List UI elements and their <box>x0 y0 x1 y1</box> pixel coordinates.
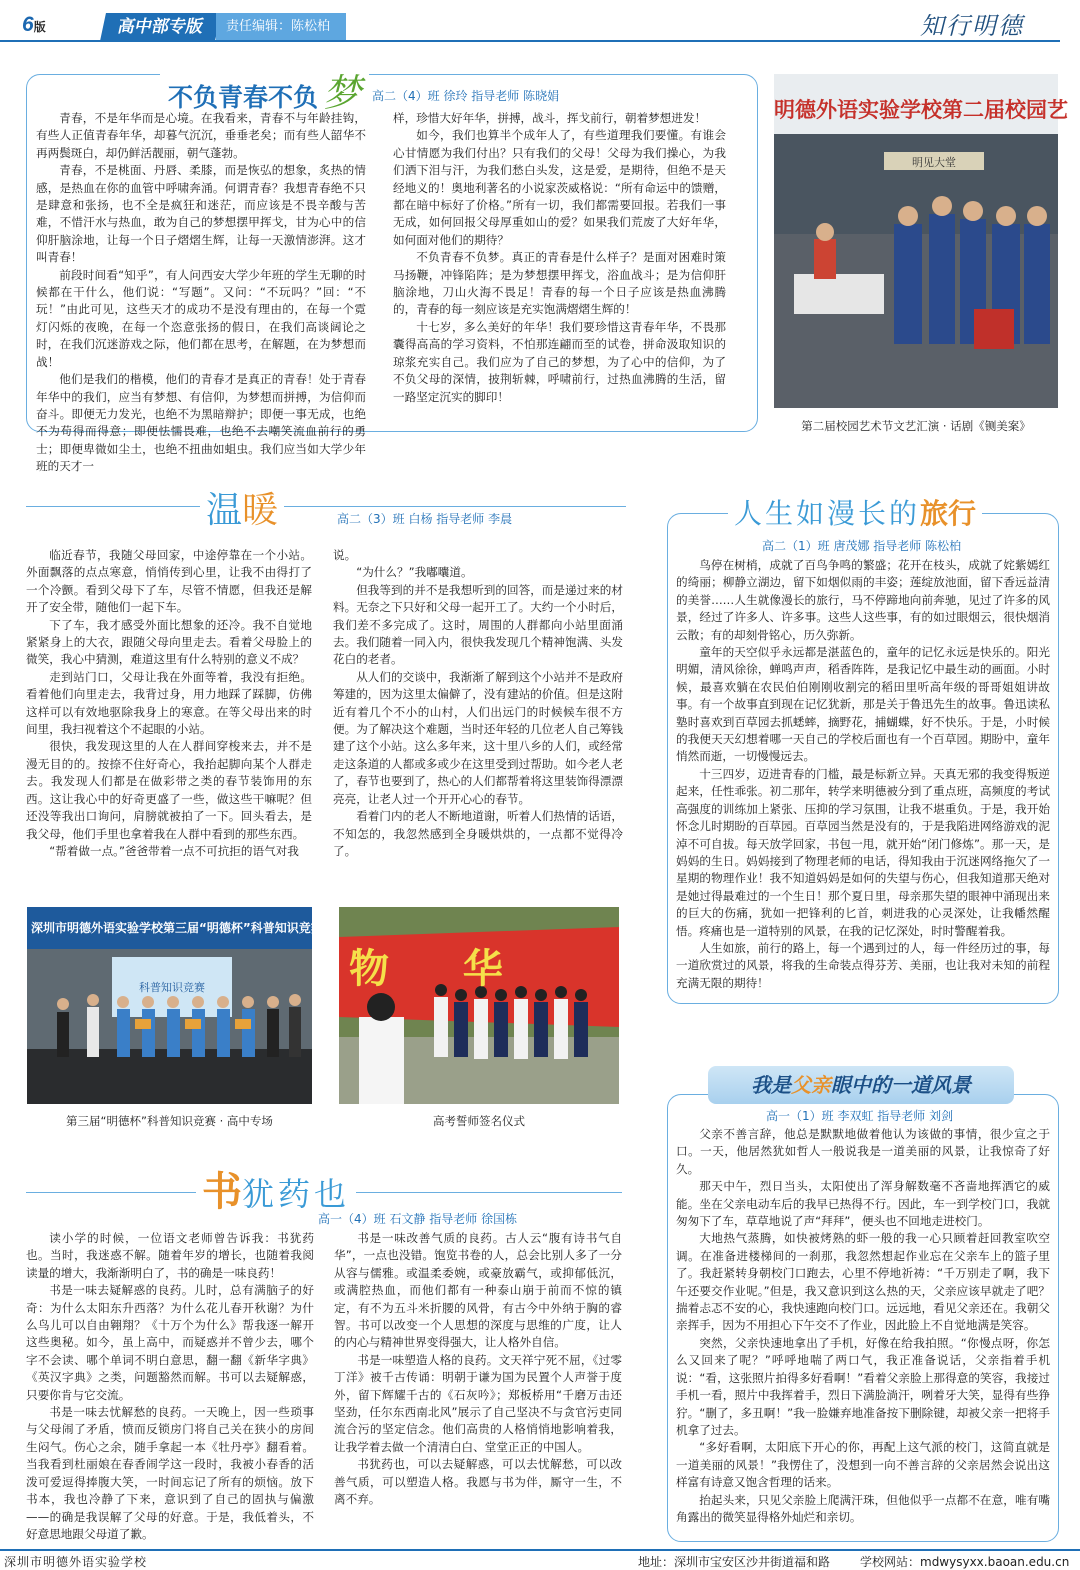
photo-contest-screen: 科普知识竞赛 <box>139 981 205 994</box>
paragraph: 大地热气蒸腾，如快被烤熟的虾一般的我一心只顾着赶回教室吹空调。在准备进楼梯间的一刹那，我忽然想起作业忘在父亲车上的篮子里了。我赶紧转身朝校门口跑去，心里不停地祈祷：“千万别走了啊，我下午还要交作业呢。”但是，我又意识到这么热的天，父亲应该早就走了吧？揣着忐忑不安的心，我快速跑向校门口。远远地，看见父亲还在。我朝父亲挥手，因为不用担心下午交不了作业，因此脸上不自觉地满是笑容。 <box>676 1231 1050 1333</box>
paragraph: 书是一味改善气质的良药。古人云“腹有诗书气自华”，一点也没错。饱览书卷的人，总会比别人多了一分从容与儒雅。或温柔委婉，或豪放霸气，或抑郁低沉，或满腔热血，而他们都有一种泰山崩于前而不惊的镇定，有不为五斗米折腰的风骨，有古今中外纳于胸的睿智。书可以改变一个人思想的深度与思维的广度，让人的内心与精神世界变得强大，让人格外自信。 <box>334 1231 622 1350</box>
paragraph: 鸟停在树梢，成就了百鸟争鸣的繁盛；花开在枝头，成就了姹紫嫣红的绮丽；柳静立湖边，留下如烟似雨的丰姿；莲绽放池面，留下香远益清的美誉……人生就像漫长的旅行，马不停蹄地向前奔驰，见过了许多的风景，经过了许多人、许多事。这些人这些事，有的如过眼烟云，很快烟消云散；有的却刻骨铭心，历久弥新。 <box>676 558 1050 642</box>
paragraph: 青春，不是桃面、丹唇、柔膝，而是恢弘的想象，炙热的情感，是热血在你的血管中呼啸奔涌。何谓青春？我想青春绝不只是肆意和张扬，也不全是疯狂和迷茫，而应该是不畏辛酸与苦难，不惜汗水与热血，敢为自己的梦想摆甲挥戈，甘为心中的信仰肝脑涂地，让每一个日子熠熠生辉，让每一天激情澎湃。这才叫青春！ <box>36 163 366 265</box>
page-number: 6版 <box>22 13 46 36</box>
paragraph: “多好看啊，太阳底下开心的你，再配上这气派的校门，这简直就是一道美丽的风景！”我愣住了，没想到一向不善言辞的父亲居然会说出这样富有诗意又饱含哲理的话来。 <box>676 1440 1050 1490</box>
article-body-father <box>676 1126 1050 1536</box>
footer-website: 学校网站：mdwysyxx.baoan.edu.cn <box>860 1555 1070 1569</box>
editor-label: 责任编辑：陈松柏 <box>216 13 346 41</box>
paragraph: 从人们的交谈中，我渐渐了解到这个小站并不是政府筹建的，因为这里太偏僻了，没有建站的价值。但是这附近有着几个不小的山村，人们出远门的时候候车很不方便。为了解决这个难题，当时还年轻的几位老人自己筹钱建了这个小站。这么多年来，这十里八乡的人们，或经常走这条道的人都或多或少在这里受到过帮助。如今老人老了，春节也要到了，热心的人们都帮着将这里装饰得漂漂亮亮，让老人过一个开开心心的春节。 <box>333 669 623 806</box>
paragraph: “帮着做一点。”爸爸带着一点不可抗拒的语气对我 <box>49 843 299 858</box>
title-youth-text: 不负青春不负 <box>168 83 319 112</box>
paragraph: 他们是我们的楷模，他们的青春才是真正的青春！处于青春年华中的我们，应当有梦想、有信仰，为梦想而拼搏，为信仰而奋斗。即便无力发光，也绝不为黑暗辩护；即便一事无成，也绝不为苟得而得意；即便怯懦畏难，也绝不去嘲笑流血前行的勇士；即便卑微如尘土，也绝不扭曲如蛆虫。我们应当如大学少年班的天才一 <box>36 372 366 474</box>
article-title-father <box>708 1066 1014 1104</box>
article-title-journey <box>728 492 982 534</box>
photo-drama-caption: 第二届校园艺术节文艺汇演 · 话剧《铡美案》 <box>801 419 1031 433</box>
paragraph: 如今，我们也算半个成年人了，有些道理我们要懂。有谁会心甘情愿为我们付出？只有我们的父母！父母为我们操心，为我们洒下泪与汗，为我们愁白头发，这是爱，是期待，但绝不是天经地义的！奥地利著名的小说家茨威格说：“所有命运中的馈赠，都在暗中标好了价格。”所有一切，我们都需要回报。若我们一事无成，如何回报父母厚重如山的爱？如果我们荒废了大好年华，如何面对他们的期待？ <box>393 128 726 247</box>
title-warmth-char-a: 温 <box>206 490 243 531</box>
photo-contest-caption: 第三届“明德杯”科普知识竞赛 · 高中专场 <box>66 1114 273 1128</box>
header-divider <box>0 40 1060 42</box>
title-journey-text-b: 旅行 <box>920 497 977 530</box>
article-byline-journey: 高二（1）班 唐茂娜 指导老师 陈松柏 <box>762 539 962 553</box>
paragraph: 读小学的时候，一位语文老师曾告诉我：书犹药也。当时，我迷惑不解。随着年岁的增长，也随着我阅读量的增大，我渐渐明白了，书的确是一味良药！ <box>26 1231 314 1280</box>
article-col2-youth <box>393 110 726 426</box>
title-youth-big-char: 梦 <box>323 71 362 115</box>
paragraph: 前段时间看“知乎”，有人问西安大学少年班的学生无聊的时候都在干什么，他们说：“写题”。又问：“不玩吗？”回：“不玩！”由此可见，这些天才的成功不是没有理由的，在每一个霓灯闪烁的夜晚，在每一个恣意张扬的假日，在我们高谈阔论之时，在我们沉迷游戏之际，他们都在思考，在解题，在为梦想而战！ <box>36 267 366 369</box>
paragraph: 但我等到的并不是我想听到的回答，而是递过来的材料。无奈之下只好和父母一起开工了。大约一个小时后，我们差不多完成了。这时，周围的人群都向小站里面涌去。我们随着一同入内，很快我发现几个精神饱满、头发花白的老者。 <box>333 582 623 667</box>
paragraph: 书是一味塑造人格的良药。文天祥宁死不屈，《过零丁洋》被千古传诵：明朝于谦为国为民置个人声誉于度外，留下辉耀千古的《石灰吟》；郑板桥用“千磨万击还坚劲，任尔东西南北风”展示了自己坚决不与贪官污吏同流合污的坚定信念。他们高贵的人格悄悄地影响着我，让我学着去做一个清清白白、堂堂正正的中国人。 <box>334 1352 622 1454</box>
paragraph: 说。 <box>333 548 357 562</box>
paragraph: 那天中午，烈日当头，太阳使出了浑身解数毫不吝啬地挥洒它的威能。坐在父亲电动车后的我早已热得不行。因此，车一到学校门口，我就匆匆下了车，草草地说了声“拜拜”，便头也不回地走进校门。 <box>676 1179 1050 1229</box>
article-body-journey <box>676 557 1050 997</box>
paragraph: 青春，不是年华而是心境。在我看来，青春不与年龄挂钩，有些人正值青春年华，却暮气沉沉，垂垂老矣；而有些人韶华不再两鬓斑白，却仍鲜活靓丽，朝气蓬勃。 <box>36 111 366 160</box>
article-rule-warmth <box>26 506 626 507</box>
photo-science-contest <box>27 907 323 1104</box>
paragraph: 很快，我发现这里的人在人群间穿梭来去，并不是漫无目的的。按捺不住好奇心，我抬起脚向某个人群走去。我发现人们都是在做彩带之类的春节装饰用的东西。这让我心中的好奇更盛了一些，做这些干嘛呢？但还没等我出口询问，肩膀就被拍了一下。回头看去，是我父母，他们手里也拿着我在人群中看到的那些东西。 <box>26 739 312 841</box>
photo-oath-caption: 高考誓师签名仪式 <box>433 1114 525 1128</box>
page-number-suffix: 版 <box>33 20 46 34</box>
article-col1-youth <box>36 110 366 474</box>
paragraph: 书是一味去忧解愁的良药。一天晚上，因一些琐事与父母闹了矛盾，愤而反锁房门将自己关在狭小的房间生闷气。伤心之余，随手拿起一本《牡丹亭》翻看着。当我看到杜丽娘在春香闹学这一段时，我被小春香的活泼可爱逗得捧腹大笑，一时间忘记了所有的烦恼。放下书本，我也冷静了下来，意识到了自己的固执与偏激——的确是我误解了父母的好意。于是，我低着头，不好意思地跟父母道了歉。 <box>26 1405 314 1541</box>
photo-drama-plaque: 明见大堂 <box>912 156 956 169</box>
photo-oath-signing <box>339 907 619 1104</box>
drama-scene-illustration <box>774 74 1068 408</box>
article-byline-warmth: 高二（3）班 白杨 指导老师 李晨 <box>337 512 513 526</box>
paragraph: 书是一味去疑解惑的良药。儿时，总有满脑子的好奇：为什么太阳东升西落？为什么花儿春开秋谢？为什么鸟儿可以自由翱翔？《十万个为什么》帮我逐一解开这些奥秘。如今，虽上高中，而疑惑并不曾少去，哪个字不会读、哪个单词不明白意思，翻一翻《新华字典》《英汉字典》之类，问题豁然而解。书可以去疑解惑，只要你肯与它交流。 <box>26 1283 314 1402</box>
footer-divider <box>0 1549 1080 1551</box>
paragraph: 突然，父亲快速地拿出了手机，好像在给我拍照。“你慢点呀，你怎么又回来了呢？”呼呼地喘了两口气，我正准备说话，父亲指着手机说：“看，这张照片拍得多好看啊！”看着父亲脸上那得意的笑容，我接过手机一看，照片中我挥着手，烈日下满脸淌汗，咧着牙大笑，显得有些狰狞。“删了，多丑啊！”我一脸嫌弃地准备按下删除键，却被父亲一把将手机拿了过去。 <box>676 1335 1050 1437</box>
article-byline-father: 高一（1）班 李双虹 指导老师 刘剑 <box>766 1109 954 1123</box>
paragraph: 抬起头来，只见父亲脸上爬满汗珠，但他似乎一点都不在意，唯有嘴角露出的微笑显得格外灿烂和亲切。 <box>676 1492 1050 1524</box>
paragraph: 十三四岁，迈进青春的门槛，最是标新立异。天真无邪的我变得叛逆起来，任性乖张。初二那年，转学来明德被分到了重点班，高频度的考试高强度的训练加上紧张、压抑的学习氛围，让我不堪重负。于是，我开始怀念儿时期盼的百草园。百草园当然是没有的，于是我陷进网络游戏的泥淖不可自拔。每天放学回家，书包一甩，就开始“闭门修炼”。那一天，是妈妈的生日。妈妈接到了物理老师的电话，得知我由于沉迷网络拖欠了一星期的物理作业！我不知道妈妈是如何的失望与伤心，但我知道那天绝对是她过得最难过的一个生日！那个夏日里，母亲那失望的眼神中涌现出来的巨大的伤痛，犹如一把锋利的匕首，刺进我的心灵深处，让我幡然醒悟。疼痛也是一道特别的风景，在我的记忆深处，时时警醒着我。 <box>676 766 1050 938</box>
paragraph: 十七岁，多么美好的年华！我们要珍惜这青春年华，不畏那囊得高高的学习资料，不怕那连翩而至的试卷，拼命汲取知识的琼浆充实自己。我们应为了自己的梦想，为了心中的信仰，为了不负父母的深情，披荆斩棘，呼啸前行，过热血沸腾的生活，留一路坚定沉实的脚印！ <box>393 319 726 404</box>
paragraph: 样，珍惜大好年华，拼搏，战斗，挥戈前行，朝着梦想进发！ <box>393 111 707 125</box>
paragraph: “为什么？”我嘟囔道。 <box>356 565 473 580</box>
article-col2-warmth <box>333 547 623 865</box>
photo-drama-performance <box>774 74 1068 408</box>
paragraph: 临近春节，我随父母回家，中途停靠在一个小站。外面飘落的点点寒意，悄悄传到心里，让我不由得打了一个冷颤。看到父母下了车，尽管不情愿，但我还是解开了安全带，随他们一起下车。 <box>26 548 312 615</box>
brand-logo-text: 知行明德 <box>920 12 1024 40</box>
article-title-youth <box>160 62 369 115</box>
title-journey-text-a: 人生如漫长的 <box>734 497 921 530</box>
paragraph: 下了车，我才感受外面比想象的还冷。我不自觉地紧紧身上的大衣，跟随父母向里走去。看着父母脸上的微笑，我心中猜测，难道这里有什么特别的意义不成？ <box>26 617 312 667</box>
paragraph: 走到站门口，父母让我在外面等着，我没有拒绝。看着他们向里走去，我背过身，用力地踩了踩脚，仿佛这样可以有效地驱除我身上的寒意。在等父母出来的时间里，我扫视着这个不起眼的小站。 <box>26 669 312 737</box>
article-col1-books <box>26 1230 314 1540</box>
contest-scene-illustration <box>27 907 323 1104</box>
photo-contest-banner: 深圳市明德外语实验学校第三届“明德杯”科普知识竞赛 <box>31 921 323 935</box>
title-books-char-a: 书 <box>202 1168 242 1215</box>
paragraph: 父亲不善言辞，他总是默默地做着他认为该做的事情，很少宣之于口。一天，他居然犹如哲人一般说我是一道美丽的风景，让我惊奇了好久。 <box>676 1127 1050 1176</box>
paragraph: 书犹药也，可以去疑解惑，可以去忧解愁，可以改善气质，可以塑造人格。我愿与书为伴，厮守一生，不离不弃。 <box>334 1457 622 1507</box>
title-father-text <box>708 1066 1014 1104</box>
paragraph: 人生如旅，前行的路上，每一个遇到过的人，每一件经历过的事，每一道欣赏过的风景，将我的生命装点得芬芳、美丽，也让我对未知的前程充满无限的期待！ <box>676 940 1050 990</box>
title-father-part-c: 眼中的一道风景 <box>831 1073 971 1097</box>
title-books-text-b: 犹药也 <box>242 1175 351 1213</box>
article-col1-warmth <box>26 547 312 865</box>
title-father-part-b: 父亲 <box>791 1073 831 1097</box>
footer-address: 地址：深圳市宝安区沙井街道福和路 <box>638 1555 831 1569</box>
paragraph: 童年的天空似乎永远都是湛蓝色的，童年的记忆永远是快乐的。阳光明媚，清风徐徐，蝉鸣声声，稻香阵阵，是我记忆中最生动的画面。小时候，最喜欢躺在农民伯伯刚刚收割完的稻田里听高年级的哥哥姐姐讲故事。有一个故事直到现在记忆犹新，那是关于鲁迅先生的故事。鲁迅读私塾时喜欢到百草园去抓蟋蟀，摘野花，捕蝴蝶，好不快乐。于是，小时候的我便天天幻想着哪一天自己的学校后面也有一个百草园。期盼中，童年悄然而逝，一切慢慢远去。 <box>676 645 1050 764</box>
article-col2-books <box>334 1230 622 1540</box>
photo-drama-banner: 明德外语实验学校第二届校园艺 <box>774 98 1068 122</box>
paragraph: 看着门内的老人不断地道谢，听着人们热情的话语，不知怎的，我忽然感到全身暖烘烘的，一点都不觉得冷了。 <box>333 809 623 858</box>
title-warmth-char-b: 暖 <box>242 490 279 531</box>
footer-school-name: 深圳市明德外语实验学校 <box>4 1555 148 1569</box>
photo-oath-banner: 物 华 <box>349 945 533 992</box>
article-title-books <box>196 1160 356 1215</box>
title-father-part-a: 我是 <box>751 1073 791 1097</box>
article-byline-books: 高一（4）班 石文静 指导老师 徐国栋 <box>318 1212 518 1226</box>
article-title-warmth <box>200 482 284 531</box>
paragraph: 不负青春不负梦。真正的青春是什么样子？是面对困难时策马扬鞭，冲锋陷阵；是为梦想摆甲挥戈，浴血战斗；是为信仰肝脑涂地，刀山火海不畏足！青春的每一个日子应该是热血沸腾的，青春的每一刻应该是充实饱满熠熠生辉的！ <box>393 250 726 317</box>
section-tab: 高中部专版 <box>100 13 221 41</box>
article-byline-youth: 高二（4）班 徐玲 指导老师 陈晓娟 <box>372 89 560 103</box>
